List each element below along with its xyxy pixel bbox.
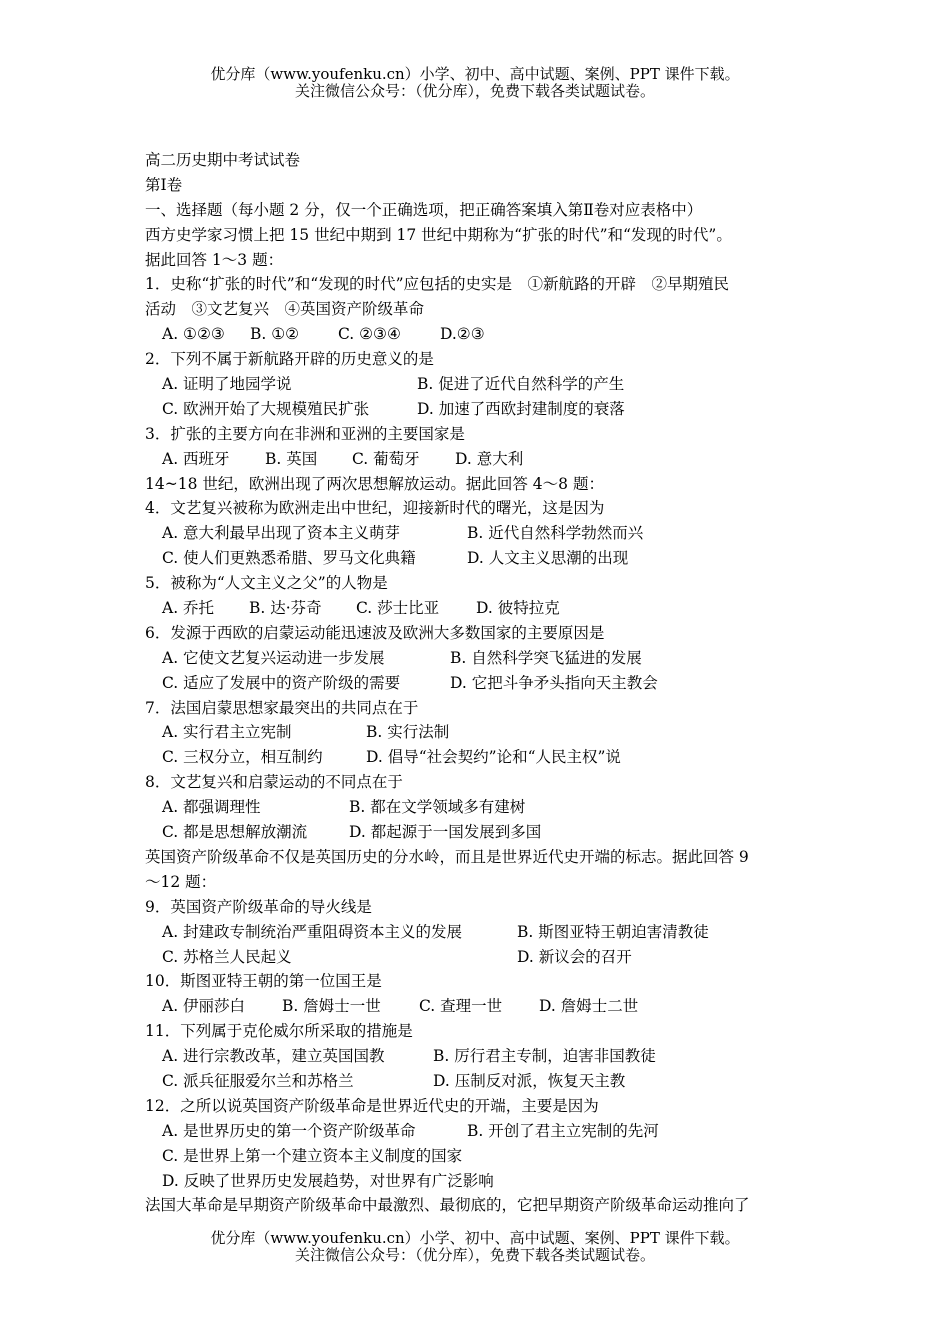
question-3-options bbox=[145, 447, 815, 472]
option-d: D. 新议会的召开 bbox=[517, 947, 632, 966]
option-c: C. 使人们更熟悉希腊、罗马文化典籍 bbox=[162, 549, 416, 568]
intro-paragraph-3a: 英国资产阶级革命不仅是英国历史的分水岭，而且是世界近代史开端的标志。据此回答 9 bbox=[145, 847, 749, 866]
option-a: A. 证明了地园学说 bbox=[162, 375, 292, 394]
question-9-options-cd bbox=[145, 945, 815, 970]
header-line-1: 优分库（www.youfenku.cn）小学、初中、高中试题、案例、PPT 课件下载。 bbox=[210, 65, 740, 83]
option-b: B. 斯图亚特王朝迫害清教徒 bbox=[517, 922, 709, 941]
option-a: A. ①②③ bbox=[162, 325, 225, 344]
option-b: B. 英国 bbox=[265, 449, 318, 468]
option-b: B. 近代自然科学勃然而兴 bbox=[467, 524, 644, 543]
option-d: D. 都起源于一国发展到多国 bbox=[349, 823, 542, 842]
question-12-stem: 12．之所以说英国资产阶级革命是世界近代史的开端，主要是因为 bbox=[145, 1096, 599, 1115]
question-4-stem: 4．文艺复兴被称为欧洲走出中世纪，迎接新时代的曙光，这是因为 bbox=[145, 499, 605, 518]
option-a: A. 封建政专制统治严重阻碍资本主义的发展 bbox=[162, 922, 463, 941]
option-c: C. 苏格兰人民起义 bbox=[162, 947, 292, 966]
question-5-options bbox=[145, 596, 815, 621]
option-b: B. ①② bbox=[250, 325, 300, 344]
option-c: C. 莎士比亚 bbox=[356, 599, 440, 618]
question-7-options-cd bbox=[145, 745, 815, 770]
option-a: A. 进行宗教改革，建立英国国教 bbox=[162, 1047, 385, 1066]
question-2-stem: 2．下列不属于新航路开辟的历史意义的是 bbox=[145, 350, 434, 369]
option-c: C. 派兵征服爱尔兰和苏格兰 bbox=[162, 1071, 354, 1090]
option-c: C. 葡萄牙 bbox=[352, 449, 420, 468]
question-8-options-cd bbox=[145, 820, 815, 845]
page-footer bbox=[0, 1230, 950, 1264]
question-4-options-ab bbox=[145, 521, 815, 546]
question-3-stem: 3．扩张的主要方向在非洲和亚洲的主要国家是 bbox=[145, 424, 465, 443]
option-b: B. 自然科学突飞猛进的发展 bbox=[450, 648, 642, 667]
option-b: B. 促进了近代自然科学的产生 bbox=[417, 375, 625, 394]
question-11-options-ab bbox=[145, 1044, 815, 1069]
section-heading: 一、选择题（每小题 2 分，仅一个正确选项，把正确答案填入第Ⅱ卷对应表格中） bbox=[145, 200, 703, 219]
intro-paragraph-4: 法国大革命是早期资产阶级革命中最激烈、最彻底的，它把早期资产阶级革命运动推向了 bbox=[145, 1196, 750, 1215]
option-c: C. ②③④ bbox=[338, 325, 401, 344]
question-12-option-d bbox=[145, 1169, 815, 1194]
option-a: A. 是世界历史的第一个资产阶级革命 bbox=[162, 1121, 416, 1140]
option-b: B. 厉行君主专制，迫害非国教徒 bbox=[433, 1047, 656, 1066]
question-2-options-cd bbox=[145, 397, 815, 422]
exam-content bbox=[145, 148, 815, 1218]
option-a: A. 乔托 bbox=[162, 599, 215, 618]
question-9-stem: 9．英国资产阶级革命的导火线是 bbox=[145, 897, 372, 916]
option-d: D. 加速了西欧封建制度的衰落 bbox=[417, 399, 625, 418]
footer-line-2: 关注微信公众号：（优分库），免费下载各类试题试卷。 bbox=[294, 1246, 655, 1264]
option-c: C. 三权分立，相互制约 bbox=[162, 748, 323, 767]
question-8-stem: 8．文艺复兴和启蒙运动的不同点在于 bbox=[145, 773, 403, 792]
option-b: B. 达·芬奇 bbox=[249, 599, 322, 618]
page-header bbox=[0, 66, 950, 100]
option-d: D. 彼特拉克 bbox=[476, 599, 560, 618]
question-11-options-cd bbox=[145, 1069, 815, 1094]
option-b: B. 都在文学领域多有建树 bbox=[349, 798, 526, 817]
option-c: C. 是世界上第一个建立资本主义制度的国家 bbox=[162, 1146, 463, 1165]
option-b: B. 开创了君主立宪制的先河 bbox=[467, 1121, 659, 1140]
question-12-options-ab bbox=[145, 1119, 815, 1144]
option-b: B. 实行法制 bbox=[366, 723, 450, 742]
option-d: D. 倡导“社会契约”论和“人民主权”说 bbox=[366, 748, 621, 767]
option-a: A. 意大利最早出现了资本主义萌芽 bbox=[162, 524, 401, 543]
option-d: D. 它把斗争矛头指向天主教会 bbox=[450, 673, 658, 692]
option-d: D. 人文主义思潮的出现 bbox=[467, 549, 629, 568]
question-10-stem: 10．斯图亚特王朝的第一位国王是 bbox=[145, 972, 382, 991]
option-d: D. 反映了世界历史发展趋势，对世界有广泛影响 bbox=[162, 1171, 494, 1190]
question-1-stem-cont: 活动 ③文艺复兴 ④英国资产阶级革命 bbox=[145, 300, 425, 319]
question-1-options bbox=[145, 322, 815, 347]
option-d: D.②③ bbox=[440, 325, 485, 344]
option-c: C. 都是思想解放潮流 bbox=[162, 823, 308, 842]
intro-paragraph-3b: ～12 题： bbox=[145, 872, 217, 891]
question-7-stem: 7．法国启蒙思想家最突出的共同点在于 bbox=[145, 698, 419, 717]
question-9-options-ab bbox=[145, 920, 815, 945]
option-c: C. 适应了发展中的资产阶级的需要 bbox=[162, 673, 401, 692]
question-12-option-c bbox=[145, 1144, 815, 1169]
exam-title: 高二历史期中考试试卷 bbox=[145, 151, 301, 169]
option-a: A. 西班牙 bbox=[162, 449, 230, 468]
question-11-stem: 11．下列属于克伦威尔所采取的措施是 bbox=[145, 1022, 413, 1041]
question-1-stem: 1．史称“扩张的时代”和“发现的时代”应包括的史实是 ①新航路的开辟 ②早期殖民 bbox=[145, 275, 730, 294]
option-d: D. 詹姆士二世 bbox=[539, 997, 639, 1016]
question-4-options-cd bbox=[145, 546, 815, 571]
option-c: C. 查理一世 bbox=[419, 997, 503, 1016]
intro-paragraph-2: 14~18 世纪，欧洲出现了两次思想解放运动。据此回答 4～8 题： bbox=[145, 474, 604, 493]
question-6-stem: 6．发源于西欧的启蒙运动能迅速波及欧洲大多数国家的主要原因是 bbox=[145, 623, 605, 642]
option-d: D. 压制反对派，恢复天主教 bbox=[433, 1071, 626, 1090]
option-c: C. 欧洲开始了大规模殖民扩张 bbox=[162, 399, 370, 418]
question-2-options-ab bbox=[145, 372, 815, 397]
header-line-2: 关注微信公众号：（优分库），免费下载各类试题试卷。 bbox=[294, 82, 655, 100]
option-a: A. 都强调理性 bbox=[162, 798, 261, 817]
footer-line-1: 优分库（www.youfenku.cn）小学、初中、高中试题、案例、PPT 课件下载。 bbox=[210, 1229, 740, 1247]
question-7-options-ab bbox=[145, 720, 815, 745]
option-d: D. 意大利 bbox=[455, 449, 524, 468]
option-a: A. 它使文艺复兴运动进一步发展 bbox=[162, 648, 385, 667]
volume-label: 第Ⅰ卷 bbox=[145, 175, 183, 194]
intro-paragraph-1a: 西方史学家习惯上把 15 世纪中期到 17 世纪中期称为“扩张的时代”和“发现的时代”。 bbox=[145, 225, 732, 244]
question-10-options bbox=[145, 994, 815, 1019]
option-b: B. 詹姆士一世 bbox=[282, 997, 381, 1016]
option-a: A. 伊丽莎白 bbox=[162, 997, 246, 1016]
option-a: A. 实行君主立宪制 bbox=[162, 723, 292, 742]
question-6-options-ab bbox=[145, 646, 815, 671]
question-6-options-cd bbox=[145, 671, 815, 696]
question-5-stem: 5．被称为“人文主义之父”的人物是 bbox=[145, 574, 388, 593]
question-8-options-ab bbox=[145, 795, 815, 820]
intro-paragraph-1b: 据此回答 1～3 题： bbox=[145, 250, 284, 269]
